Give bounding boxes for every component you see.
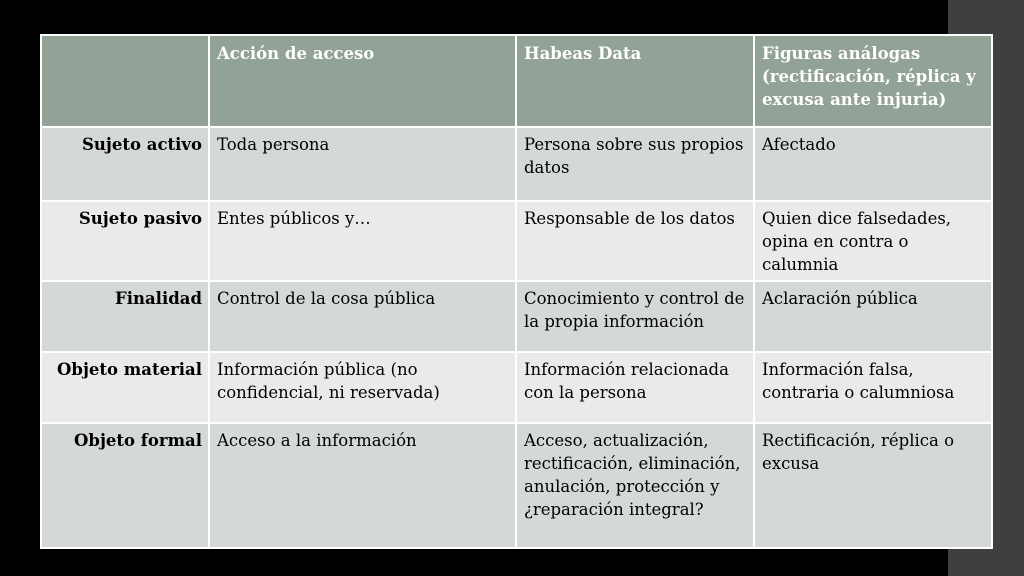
row-label-finalidad: Finalidad: [41, 281, 209, 352]
header-accion-de-acceso: Acción de acceso: [209, 35, 516, 127]
comparison-table: [40, 34, 993, 549]
table-cell: Aclaración pública: [754, 281, 992, 352]
table-cell: Conocimiento y control de la propia información: [516, 281, 754, 352]
table-cell: Toda persona: [209, 127, 516, 201]
table-cell: Acceso, actualización, rectificación, eliminación, anulación, protección y ¿reparación integral?: [516, 423, 754, 548]
table-cell: Control de la cosa pública: [209, 281, 516, 352]
table-cell: Información relacionada con la persona: [516, 352, 754, 423]
row-label-sujeto-pasivo: Sujeto pasivo: [41, 201, 209, 281]
table-cell: Afectado: [754, 127, 992, 201]
row-label-sujeto-activo: Sujeto activo: [41, 127, 209, 201]
table-row: [41, 352, 992, 423]
header-corner-cell: [41, 35, 209, 127]
table-row: [41, 281, 992, 352]
header-habeas-data: Habeas Data: [516, 35, 754, 127]
table-cell: Información pública (no confidencial, ni reservada): [209, 352, 516, 423]
header-figuras-analogas: Figuras análogas (rectificación, réplica y excusa ante injuria): [754, 35, 992, 127]
table-cell: Responsable de los datos: [516, 201, 754, 281]
table-row: [41, 201, 992, 281]
table-cell: Quien dice falsedades, opina en contra o calumnia: [754, 201, 992, 281]
table-row: [41, 423, 992, 548]
header-row: [41, 35, 992, 127]
table-cell: Información falsa, contraria o calumniosa: [754, 352, 992, 423]
table-cell: Persona sobre sus propios datos: [516, 127, 754, 201]
table-cell: Entes públicos y…: [209, 201, 516, 281]
table-row: [41, 127, 992, 201]
table-cell: Rectificación, réplica o excusa: [754, 423, 992, 548]
table-cell: Acceso a la información: [209, 423, 516, 548]
row-label-objeto-material: Objeto material: [41, 352, 209, 423]
row-label-objeto-formal: Objeto formal: [41, 423, 209, 548]
